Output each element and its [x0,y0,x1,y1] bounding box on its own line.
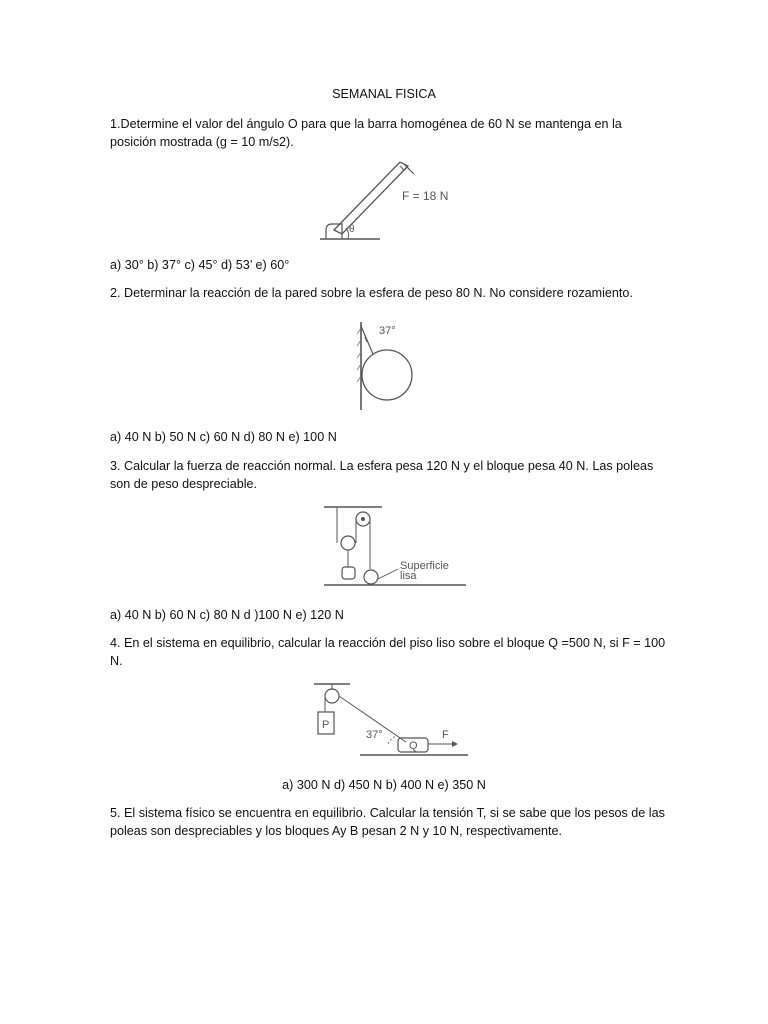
surface-label-line1: Superficie [400,560,449,572]
question-1-figure [318,160,458,242]
hinge-support [326,224,342,239]
question-3-options: a) 40 N b) 60 N c) 80 N d )100 N e) 120 N [110,608,344,622]
pulley-p [325,689,339,703]
angle-arc [388,736,396,744]
question-1-options: a) 30° b) 37° c) 45° d) 53’ e) 60° [110,258,290,272]
angle-label: 37° [379,325,396,337]
force-label: F = 18 N [402,189,449,203]
question-4-options: a) 300 N d) 450 N b) 400 N e) 350 N [282,778,486,792]
sphere [364,570,378,584]
force-label: F [442,729,449,741]
question-4-text: 4. En el sistema en equilibrio, calcular la reacción del piso liso sobre el bloque Q =500 N, si F = 100 N. [110,636,666,668]
fixed-pulley-axle [361,517,365,521]
rope-line [361,326,373,354]
question-2-text: 2. Determinar la reacción de la pared sobre la esfera de peso 80 N. No considere rozamiento. [110,286,633,300]
inclined-bar [334,162,408,234]
question-1-text: 1.Determine el valor del ángulo O para que la barra homogénea de 60 N se mantenga en la posición mostrada (g = 10 m/s2). [110,117,622,149]
surface-label-line2: lisa [400,570,417,582]
angle-label: θ [349,224,355,235]
block-label: Q [409,740,418,752]
angle-label: 37° [366,729,383,741]
block [342,567,355,579]
question-5-text: 5. El sistema físico se encuentra en equilibrio. Calcular la tensión T, si se sabe que los pesos de las poleas son despreciables y los bloques Ay B pesan 2 N y 10 N, respectivamente. [110,806,665,838]
question-2-figure [345,320,415,412]
question-3-text: 3. Calcular la fuerza de reacción normal. La esfera pesa 120 N y el bloque pesa 40 N. Las poleas son de peso despreciable. [110,459,654,491]
question-3-figure [320,505,470,591]
question-2-options: a) 40 N b) 50 N c) 60 N d) 80 N e) 100 N [110,430,337,444]
page-title: SEMANAL FISICA [332,87,436,101]
sphere [362,350,412,400]
movable-pulley [341,536,355,550]
pulley-label: P [322,719,330,731]
question-4-figure [310,682,470,762]
label-pointer [378,569,398,579]
